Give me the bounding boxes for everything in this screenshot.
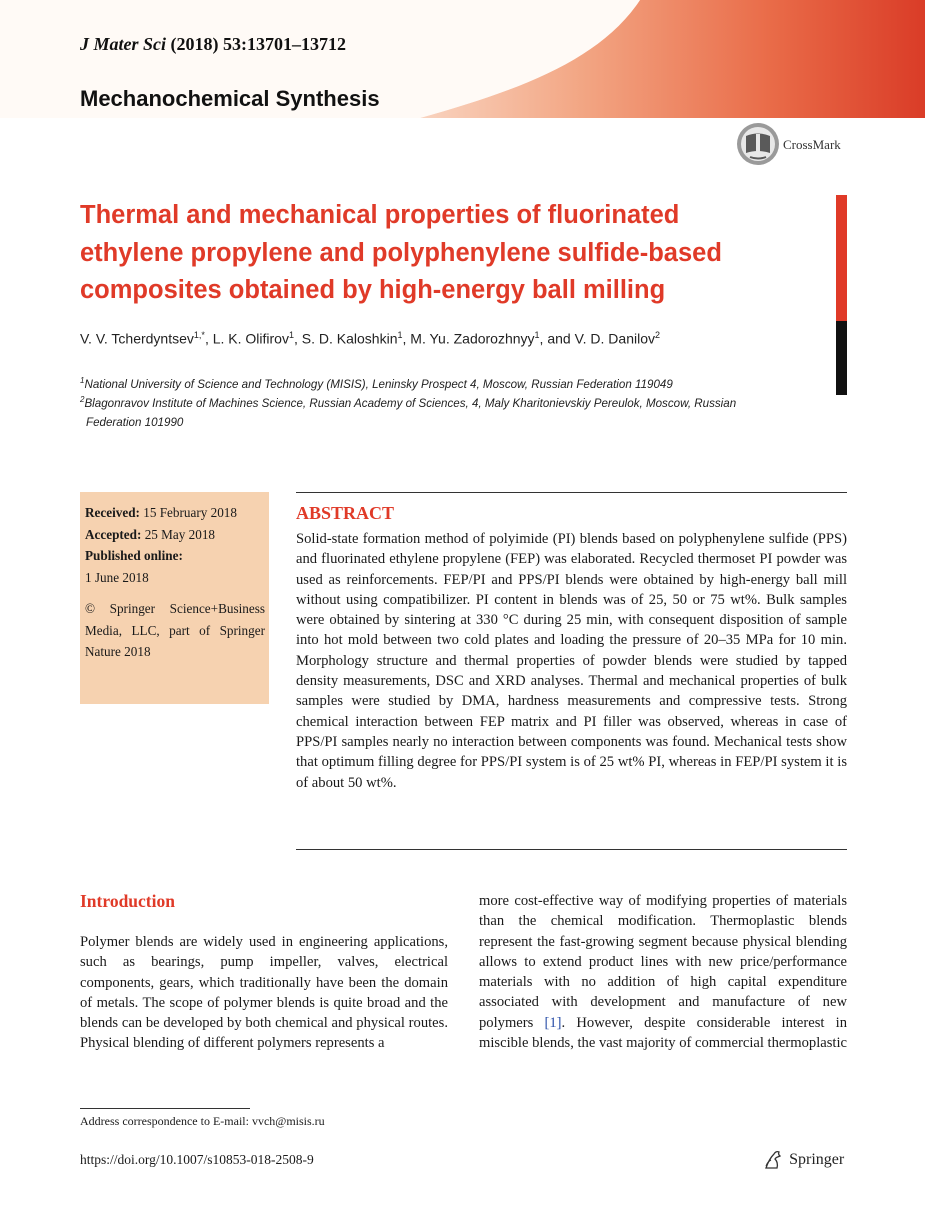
corresponding-author-mark: * [201,330,205,340]
crossmark-icon [736,122,780,166]
journal-citation [80,34,346,55]
body-text: . However, despite considerable interest in miscible blends, the vast majority of commercial thermoplastic [479,1014,847,1052]
title-line: composites obtained by high-energy ball milling [80,276,666,304]
published-label: Published online: [85,548,183,563]
side-accent-bar-red [836,195,847,321]
abstract-text: Solid-state formation method of polyimide (PI) blends based on polyphenylene sulfide (PPS) and fluorinated ethylene propylene (FEP) was elaborated. Recycled thermoset PI powder was used as reinforcements. FEP/PI and PPS/PI blends were obtained by high-energy ball mill without using compatibilizer. PI content in blends was of 25, 50 or 75 wt%. Bulk samples were obtained by sintering at 330 °C during 25 min, with consequent disposition of sample into hot mold between two cold plates and loading the pressure of 20–35 MPa for 10 min. Morphology structure and thermal properties of powder blends were studied by tapped density measurements, DSC and XRD analyses. Thermal and mechanical properties of bulk samples were studied by DMA, hardness measurements and compressive tests. Strong chemical interaction between FEP matrix and PI filler was observed, whereas in case of PPS/PI samples nearly no interaction between components was found. Mechanical tests show that optimum filling degree for PPS/PI system is of 25 wt% PI, whereas in FEP/PI system it is of about 50 wt%. [296,531,847,791]
body-column-left: Polymer blends are widely used in engineering applications, such as bearings, pump impeller, valves, electrical components, gears, which traditionally have been the domain of metals. The scope of polymer blends is quite broad and the blends can be developed by both chemical and physical routes. Physical blending of different polymers represents a [80,934,448,1052]
journal-name: J Mater Sci [80,34,167,54]
journal-volume-pages: (2018) 53:13701–13712 [166,34,346,54]
author-name[interactable]: M. Yu. Zadorozhnyy [410,330,535,347]
affiliation-text: National University of Science and Technology (MISIS), Leninsky Prospect 4, Moscow, Russian Federation 119049 [84,377,673,391]
author-name[interactable]: V. V. Tcherdyntsev [80,330,194,347]
received-label: Received: [85,505,140,520]
author-affil-ref: 2 [655,330,661,340]
author-name[interactable]: L. K. Olifirov [212,330,289,347]
side-accent-bar-black [836,321,847,395]
body-column-right [479,891,847,1053]
title-line: Thermal and mechanical properties of fluorinated [80,201,680,229]
author-affil-ref: 1, [193,330,202,340]
footnote-rule [80,1108,250,1109]
received-date [85,502,265,524]
article-title [80,197,810,310]
affiliation-number: 1 [80,376,85,385]
author-sep: , [402,330,411,347]
article-history-box [80,492,269,704]
introduction-heading: Introduction [80,891,175,911]
affiliation-number: 2 [80,395,85,404]
publisher-name: Springer [789,1151,845,1168]
abstract-heading: ABSTRACT [296,503,395,523]
abstract-rule-bottom [296,849,847,850]
accepted-value: 25 May 2018 [141,526,216,542]
author-affil-ref: 1 [534,330,540,340]
title-line: ethylene propylene and polyphenylene sulfide-based [80,238,722,267]
doi-link[interactable]: https://doi.org/10.1007/s10853-018-2508-9 [80,1152,314,1167]
author-affil-ref: 1 [288,330,294,340]
correspondence-footnote: Address correspondence to E-mail: vvch@misis.ru [80,1114,325,1128]
abstract-rule-top [296,492,847,493]
author-name[interactable]: S. D. Kaloshkin [301,330,398,347]
accepted-date [85,524,265,546]
affiliation-2 [80,390,820,433]
body-text: more cost-effective way of modifying properties of materials than the chemical modification. Thermoplastic blends represent the fast-growing segment because physical blending allows to extend product lines with new price/performance materials with no addition of high capital expenditure associated with development and manufacture of new polymers [479,893,847,1031]
received-value: 15 February 2018 [139,505,237,520]
author-sep: , and [539,330,575,347]
section-label: Mechanochemical Synthesis [80,86,380,111]
accepted-label: Accepted: [85,526,142,542]
author-list [80,330,660,347]
copyright-notice: © Springer Science+Business Media, LLC, part of Springer Nature 2018 [85,601,265,659]
affiliation-text: Blagonravov Institute of Machines Science, Russian Academy of Sciences, 4, Maly Kharitonievskiy Pereulok, Moscow, Russian [84,396,737,410]
crossmark-label: CrossMark [783,137,841,152]
published-date: 1 June 2018 [85,569,149,585]
publisher-logo [762,1148,844,1174]
citation-link[interactable]: [1] [544,1014,562,1031]
crossmark-badge[interactable] [736,122,856,168]
author-affil-ref: 1 [397,330,403,340]
author-sep: , [204,330,213,347]
author-sep: , [293,330,302,347]
springer-horse-icon [762,1148,784,1172]
author-name[interactable]: V. D. Danilov [574,330,655,347]
affiliation-text-cont: Federation 101990 [86,416,184,430]
